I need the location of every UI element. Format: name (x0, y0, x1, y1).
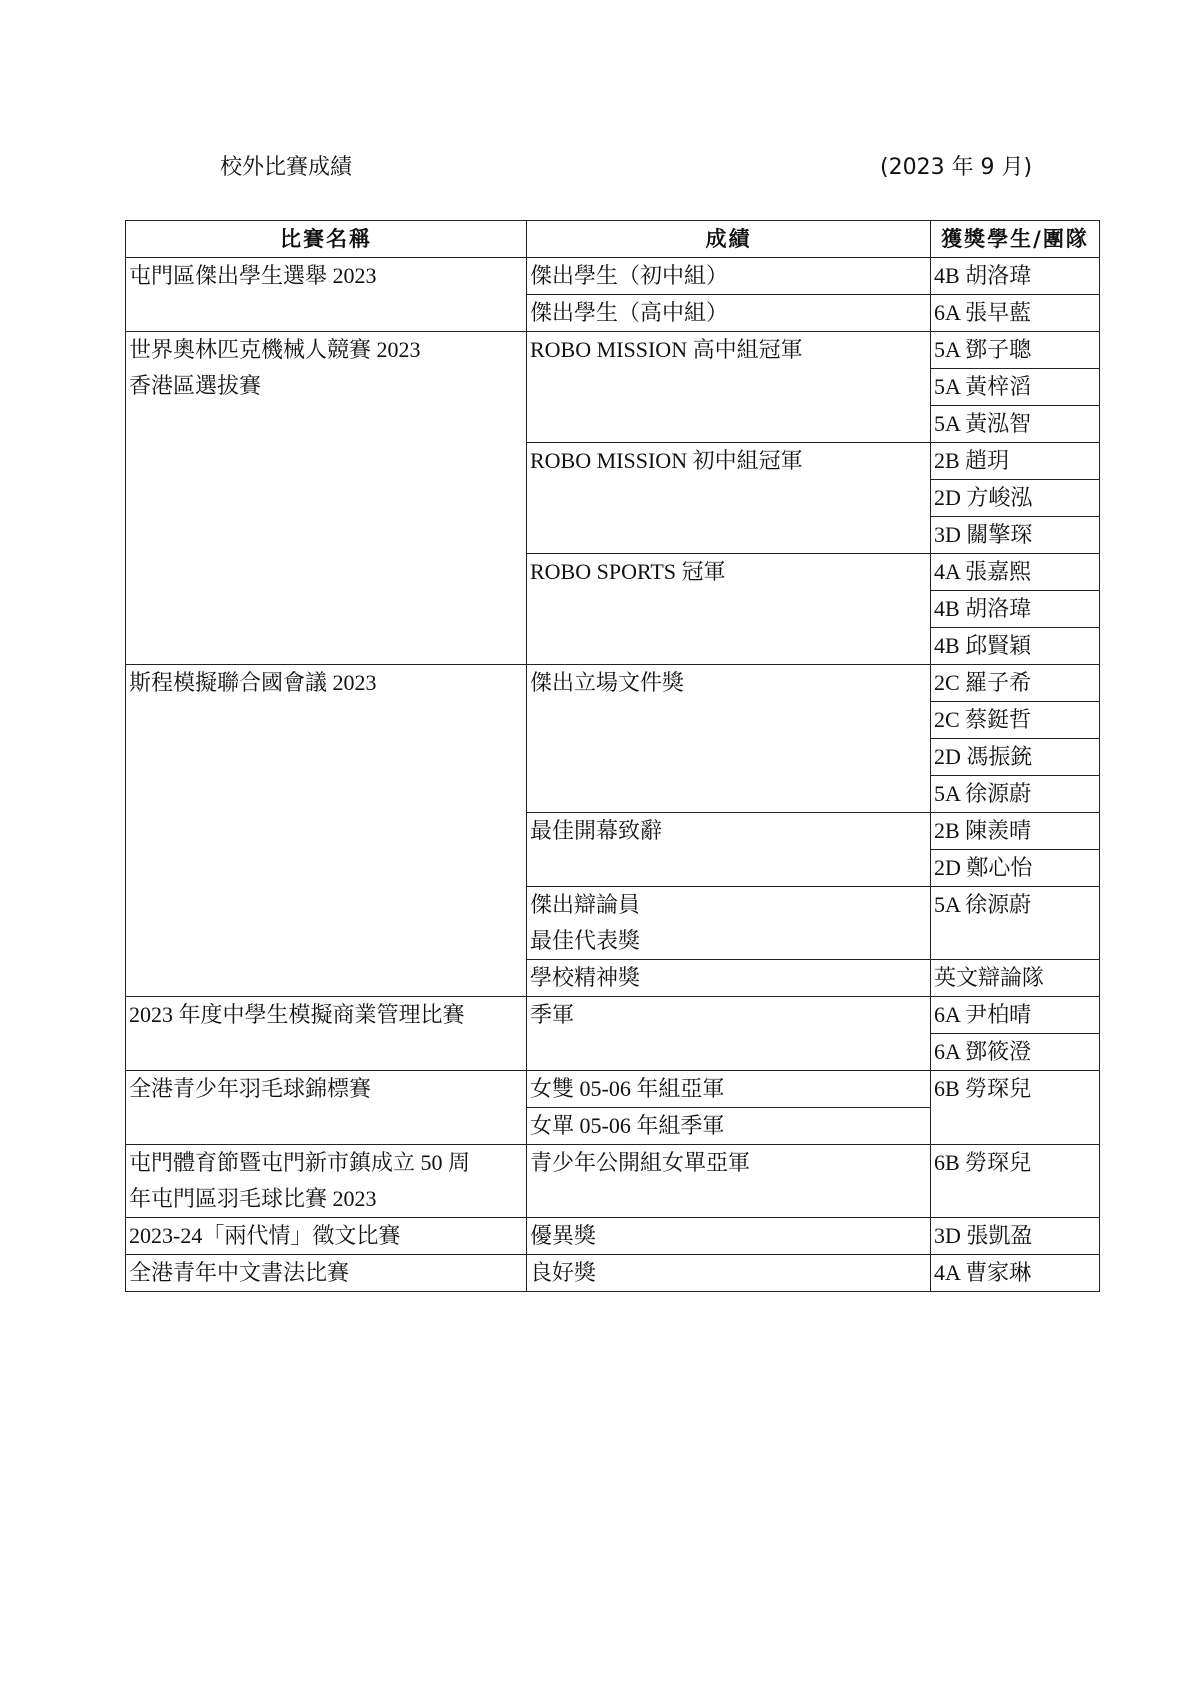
competition-name-cell (126, 1218, 527, 1255)
table-row (126, 258, 1100, 295)
result-text: ROBO MISSION 初中組冠軍 (530, 448, 803, 473)
table-header-row (126, 221, 1100, 258)
result-cell (527, 332, 931, 443)
competition-name-cell (126, 1255, 527, 1292)
competition-name-cell (126, 665, 527, 997)
column-header-result: 成績 (527, 221, 931, 258)
competition-name: 香港區選拔賽 (129, 373, 262, 398)
table-row (126, 1255, 1100, 1292)
winner-cell (931, 554, 1100, 591)
winner-name: 6A 鄧筱澄 (934, 1039, 1032, 1064)
winner-cell (931, 702, 1100, 739)
result-cell (527, 665, 931, 813)
winner-name: 4A 曹家琳 (934, 1260, 1032, 1285)
table-row (126, 1218, 1100, 1255)
result-text: 季軍 (530, 1002, 575, 1027)
winner-cell (931, 628, 1100, 665)
table-row (126, 1145, 1100, 1218)
result-text: 傑出辯論員 (530, 892, 641, 917)
result-cell (527, 258, 931, 295)
result-cell (527, 554, 931, 665)
winner-cell (931, 850, 1100, 887)
result-text: 優異獎 (530, 1223, 597, 1248)
page-title: 校外比賽成績 (220, 155, 353, 180)
winner-name: 2B 陳羨晴 (934, 818, 1032, 843)
table-row (126, 665, 1100, 702)
competition-name: 2023-24「兩代情」徵文比賽 (129, 1223, 401, 1248)
result-text: 女雙 05-06 年組亞軍 (530, 1076, 725, 1101)
winner-name: 4B 邱賢穎 (934, 633, 1032, 658)
competition-name: 世界奧林匹克機械人競賽 2023 (129, 337, 421, 362)
winner-cell (931, 1255, 1100, 1292)
result-cell (527, 997, 931, 1071)
result-cell (527, 1255, 931, 1292)
result-text: 女單 05-06 年組季軍 (530, 1113, 725, 1138)
competition-name: 屯門體育節暨屯門新市鎮成立 50 周 (129, 1150, 471, 1175)
result-cell (527, 443, 931, 554)
winner-name: 5A 黃泓智 (934, 411, 1032, 436)
result-text: 最佳代表獎 (530, 928, 641, 953)
winner-name: 2C 蔡鋌哲 (934, 707, 1032, 732)
winner-cell (931, 258, 1100, 295)
competition-name-cell (126, 258, 527, 332)
winner-name: 3D 關擎琛 (934, 522, 1033, 547)
result-cell (527, 295, 931, 332)
winner-cell (931, 739, 1100, 776)
winner-cell (931, 369, 1100, 406)
result-text: 傑出立場文件獎 (530, 670, 685, 695)
results-body (126, 258, 1100, 1292)
winner-cell (931, 1145, 1100, 1218)
winner-cell (931, 1218, 1100, 1255)
winner-cell (931, 960, 1100, 997)
winner-name: 5A 徐源蔚 (934, 781, 1032, 806)
winner-name: 2B 趙玥 (934, 448, 1010, 473)
competition-name-cell (126, 1145, 527, 1218)
column-header-competition: 比賽名稱 (126, 221, 527, 258)
result-text: 學校精神獎 (530, 965, 641, 990)
result-cell (527, 1108, 931, 1145)
winner-name: 4A 張嘉熙 (934, 559, 1032, 584)
winner-cell (931, 295, 1100, 332)
winner-name: 6A 尹柏晴 (934, 1002, 1032, 1027)
winner-name: 2D 馮振銃 (934, 744, 1033, 769)
winner-cell (931, 665, 1100, 702)
column-header-winners: 獲獎學生/團隊 (931, 221, 1100, 258)
winner-cell (931, 1071, 1100, 1145)
winner-name: 3D 張凱盈 (934, 1223, 1033, 1248)
result-cell (527, 813, 931, 887)
result-text: 傑出學生（初中組） (530, 263, 729, 288)
winner-cell (931, 406, 1100, 443)
result-text: 良好獎 (530, 1260, 597, 1285)
winner-name: 5A 鄧子聰 (934, 337, 1032, 362)
result-text: 傑出學生（高中組） (530, 300, 729, 325)
winner-cell (931, 776, 1100, 813)
winner-name: 6B 勞琛兒 (934, 1076, 1032, 1101)
winner-name: 5A 徐源蔚 (934, 892, 1032, 917)
result-text: 青少年公開組女單亞軍 (530, 1150, 751, 1175)
competition-name: 斯程模擬聯合國會議 2023 (129, 670, 377, 695)
winner-cell (931, 480, 1100, 517)
competition-name: 全港青少年羽毛球錦標賽 (129, 1076, 372, 1101)
winner-cell (931, 591, 1100, 628)
winner-name: 2C 羅子希 (934, 670, 1032, 695)
result-text: ROBO SPORTS 冠軍 (530, 559, 726, 584)
result-cell (527, 960, 931, 997)
winner-name: 2D 鄭心怡 (934, 855, 1033, 880)
competition-name-cell (126, 997, 527, 1071)
winner-cell (931, 813, 1100, 850)
result-cell (527, 1071, 931, 1108)
result-cell (527, 1218, 931, 1255)
competition-name-cell (126, 332, 527, 665)
winner-name: 2D 方峻泓 (934, 485, 1033, 510)
table-row (126, 997, 1100, 1034)
winner-cell (931, 887, 1100, 960)
winner-cell (931, 443, 1100, 480)
winner-name: 4B 胡洛瑋 (934, 596, 1032, 621)
winner-name: 6B 勞琛兒 (934, 1150, 1032, 1175)
winner-cell (931, 997, 1100, 1034)
competition-name: 全港青年中文書法比賽 (129, 1260, 350, 1285)
result-cell (527, 887, 931, 960)
competition-name: 年屯門區羽毛球比賽 2023 (129, 1186, 377, 1211)
winner-cell (931, 332, 1100, 369)
report-date: (2023 年 9 月) (880, 155, 1033, 180)
winner-cell (931, 517, 1100, 554)
winner-name: 4B 胡洛瑋 (934, 263, 1032, 288)
results-table (125, 220, 1100, 1292)
competition-name: 2023 年度中學生模擬商業管理比賽 (129, 1002, 465, 1027)
competition-name: 屯門區傑出學生選舉 2023 (129, 263, 377, 288)
winner-name: 英文辯論隊 (934, 965, 1045, 990)
table-row (126, 332, 1100, 369)
competition-name-cell (126, 1071, 527, 1145)
result-text: ROBO MISSION 高中組冠軍 (530, 337, 803, 362)
table-row (126, 1071, 1100, 1108)
result-text: 最佳開幕致辭 (530, 818, 663, 843)
winner-name: 6A 張早藍 (934, 300, 1032, 325)
result-cell (527, 1145, 931, 1218)
winner-name: 5A 黃梓滔 (934, 374, 1032, 399)
winner-cell (931, 1034, 1100, 1071)
